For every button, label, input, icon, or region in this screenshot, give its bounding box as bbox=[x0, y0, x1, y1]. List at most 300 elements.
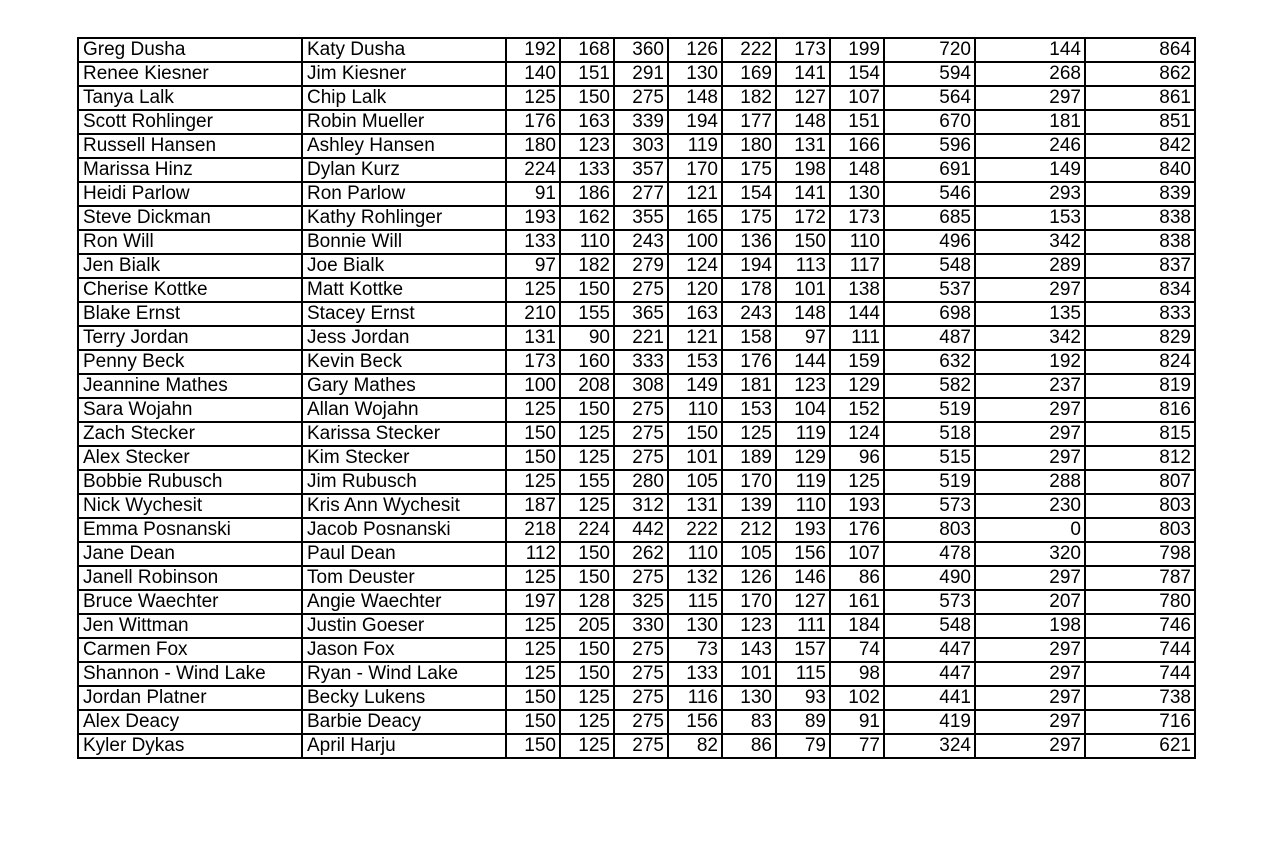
score-1-cell: 140 bbox=[506, 62, 560, 86]
score-6-cell: 173 bbox=[830, 206, 884, 230]
table-row bbox=[78, 86, 1195, 110]
score-subtotal-1-cell: 333 bbox=[614, 350, 668, 374]
total-score-cell: 851 bbox=[1085, 110, 1195, 134]
player-2-name-cell: Kevin Beck bbox=[302, 350, 506, 374]
player-2-name-cell: Joe Bialk bbox=[302, 254, 506, 278]
score-1-cell: 125 bbox=[506, 86, 560, 110]
total-score-cell: 803 bbox=[1085, 518, 1195, 542]
player-2-name-cell: April Harju bbox=[302, 734, 506, 758]
player-2-name-cell: Jim Kiesner bbox=[302, 62, 506, 86]
player-1-name-cell: Ron Will bbox=[78, 230, 302, 254]
score-5-cell: 129 bbox=[776, 446, 830, 470]
player-1-name-cell: Sara Wojahn bbox=[78, 398, 302, 422]
player-1-name-cell: Carmen Fox bbox=[78, 638, 302, 662]
score-1-cell: 176 bbox=[506, 110, 560, 134]
score-4-cell: 222 bbox=[722, 38, 776, 62]
score-subtotal-2-cell: 441 bbox=[884, 686, 975, 710]
score-2-cell: 150 bbox=[560, 542, 614, 566]
score-3-cell: 222 bbox=[668, 518, 722, 542]
score-3-cell: 148 bbox=[668, 86, 722, 110]
score-1-cell: 100 bbox=[506, 374, 560, 398]
score-4-cell: 123 bbox=[722, 614, 776, 638]
score-subtotal-1-cell: 312 bbox=[614, 494, 668, 518]
score-subtotal-1-cell: 262 bbox=[614, 542, 668, 566]
player-2-name-cell: Ron Parlow bbox=[302, 182, 506, 206]
score-5-cell: 146 bbox=[776, 566, 830, 590]
score-subtotal-2-cell: 419 bbox=[884, 710, 975, 734]
score-subtotal-1-cell: 303 bbox=[614, 134, 668, 158]
score-3-cell: 130 bbox=[668, 614, 722, 638]
total-score-cell: 816 bbox=[1085, 398, 1195, 422]
score-subtotal-2-cell: 519 bbox=[884, 470, 975, 494]
player-2-name-cell: Kim Stecker bbox=[302, 446, 506, 470]
player-2-name-cell: Ryan - Wind Lake bbox=[302, 662, 506, 686]
score-1-cell: 150 bbox=[506, 446, 560, 470]
player-1-name-cell: Jeannine Mathes bbox=[78, 374, 302, 398]
score-3-cell: 101 bbox=[668, 446, 722, 470]
player-2-name-cell: Jason Fox bbox=[302, 638, 506, 662]
score-3-cell: 121 bbox=[668, 182, 722, 206]
score-subtotal-2-cell: 720 bbox=[884, 38, 975, 62]
player-1-name-cell: Blake Ernst bbox=[78, 302, 302, 326]
score-subtotal-1-cell: 355 bbox=[614, 206, 668, 230]
score-1-cell: 131 bbox=[506, 326, 560, 350]
table-row bbox=[78, 446, 1195, 470]
score-5-cell: 97 bbox=[776, 326, 830, 350]
score-1-cell: 180 bbox=[506, 134, 560, 158]
score-2-cell: 125 bbox=[560, 710, 614, 734]
table-row bbox=[78, 278, 1195, 302]
score-2-cell: 150 bbox=[560, 398, 614, 422]
player-1-name-cell: Bobbie Rubusch bbox=[78, 470, 302, 494]
score-5-cell: 173 bbox=[776, 38, 830, 62]
score-subtotal-1-cell: 275 bbox=[614, 86, 668, 110]
handicap-cell: 144 bbox=[975, 38, 1085, 62]
score-subtotal-2-cell: 478 bbox=[884, 542, 975, 566]
table-row bbox=[78, 518, 1195, 542]
score-4-cell: 178 bbox=[722, 278, 776, 302]
score-6-cell: 154 bbox=[830, 62, 884, 86]
score-6-cell: 117 bbox=[830, 254, 884, 278]
score-1-cell: 193 bbox=[506, 206, 560, 230]
score-subtotal-1-cell: 308 bbox=[614, 374, 668, 398]
score-5-cell: 110 bbox=[776, 494, 830, 518]
score-6-cell: 110 bbox=[830, 230, 884, 254]
score-4-cell: 136 bbox=[722, 230, 776, 254]
score-5-cell: 104 bbox=[776, 398, 830, 422]
player-2-name-cell: Justin Goeser bbox=[302, 614, 506, 638]
score-subtotal-2-cell: 632 bbox=[884, 350, 975, 374]
player-1-name-cell: Kyler Dykas bbox=[78, 734, 302, 758]
handicap-cell: 288 bbox=[975, 470, 1085, 494]
score-1-cell: 125 bbox=[506, 614, 560, 638]
score-subtotal-1-cell: 279 bbox=[614, 254, 668, 278]
total-score-cell: 819 bbox=[1085, 374, 1195, 398]
total-score-cell: 621 bbox=[1085, 734, 1195, 758]
score-6-cell: 151 bbox=[830, 110, 884, 134]
score-2-cell: 163 bbox=[560, 110, 614, 134]
score-1-cell: 125 bbox=[506, 566, 560, 590]
score-2-cell: 125 bbox=[560, 686, 614, 710]
score-5-cell: 141 bbox=[776, 62, 830, 86]
score-4-cell: 212 bbox=[722, 518, 776, 542]
player-2-name-cell: Ashley Hansen bbox=[302, 134, 506, 158]
score-6-cell: 130 bbox=[830, 182, 884, 206]
score-2-cell: 150 bbox=[560, 566, 614, 590]
score-2-cell: 125 bbox=[560, 734, 614, 758]
handicap-cell: 230 bbox=[975, 494, 1085, 518]
table-row bbox=[78, 62, 1195, 86]
player-2-name-cell: Tom Deuster bbox=[302, 566, 506, 590]
score-subtotal-2-cell: 515 bbox=[884, 446, 975, 470]
score-6-cell: 166 bbox=[830, 134, 884, 158]
score-subtotal-1-cell: 275 bbox=[614, 686, 668, 710]
score-4-cell: 170 bbox=[722, 590, 776, 614]
score-subtotal-1-cell: 275 bbox=[614, 566, 668, 590]
score-subtotal-1-cell: 325 bbox=[614, 590, 668, 614]
score-5-cell: 123 bbox=[776, 374, 830, 398]
player-1-name-cell: Zach Stecker bbox=[78, 422, 302, 446]
score-1-cell: 97 bbox=[506, 254, 560, 278]
handicap-cell: 297 bbox=[975, 86, 1085, 110]
score-5-cell: 119 bbox=[776, 422, 830, 446]
score-5-cell: 79 bbox=[776, 734, 830, 758]
handicap-cell: 297 bbox=[975, 446, 1085, 470]
player-1-name-cell: Terry Jordan bbox=[78, 326, 302, 350]
total-score-cell: 746 bbox=[1085, 614, 1195, 638]
table-row bbox=[78, 566, 1195, 590]
score-subtotal-1-cell: 339 bbox=[614, 110, 668, 134]
total-score-cell: 837 bbox=[1085, 254, 1195, 278]
player-2-name-cell: Allan Wojahn bbox=[302, 398, 506, 422]
score-subtotal-2-cell: 670 bbox=[884, 110, 975, 134]
score-5-cell: 127 bbox=[776, 86, 830, 110]
handicap-cell: 297 bbox=[975, 662, 1085, 686]
score-4-cell: 126 bbox=[722, 566, 776, 590]
score-5-cell: 115 bbox=[776, 662, 830, 686]
score-3-cell: 153 bbox=[668, 350, 722, 374]
player-2-name-cell: Jess Jordan bbox=[302, 326, 506, 350]
total-score-cell: 798 bbox=[1085, 542, 1195, 566]
player-1-name-cell: Alex Stecker bbox=[78, 446, 302, 470]
total-score-cell: 716 bbox=[1085, 710, 1195, 734]
score-1-cell: 150 bbox=[506, 686, 560, 710]
player-2-name-cell: Katy Dusha bbox=[302, 38, 506, 62]
score-3-cell: 82 bbox=[668, 734, 722, 758]
score-3-cell: 110 bbox=[668, 398, 722, 422]
score-6-cell: 129 bbox=[830, 374, 884, 398]
player-1-name-cell: Janell Robinson bbox=[78, 566, 302, 590]
table-row bbox=[78, 350, 1195, 374]
score-subtotal-1-cell: 365 bbox=[614, 302, 668, 326]
total-score-cell: 744 bbox=[1085, 662, 1195, 686]
total-score-cell: 842 bbox=[1085, 134, 1195, 158]
score-4-cell: 130 bbox=[722, 686, 776, 710]
handicap-cell: 149 bbox=[975, 158, 1085, 182]
player-1-name-cell: Jen Wittman bbox=[78, 614, 302, 638]
table-row bbox=[78, 230, 1195, 254]
player-1-name-cell: Jen Bialk bbox=[78, 254, 302, 278]
score-subtotal-2-cell: 324 bbox=[884, 734, 975, 758]
score-3-cell: 73 bbox=[668, 638, 722, 662]
handicap-cell: 297 bbox=[975, 710, 1085, 734]
score-subtotal-2-cell: 490 bbox=[884, 566, 975, 590]
score-2-cell: 150 bbox=[560, 86, 614, 110]
score-2-cell: 150 bbox=[560, 278, 614, 302]
score-2-cell: 133 bbox=[560, 158, 614, 182]
total-score-cell: 815 bbox=[1085, 422, 1195, 446]
score-subtotal-2-cell: 447 bbox=[884, 638, 975, 662]
score-1-cell: 210 bbox=[506, 302, 560, 326]
player-2-name-cell: Paul Dean bbox=[302, 542, 506, 566]
score-table-body bbox=[78, 38, 1195, 758]
score-5-cell: 157 bbox=[776, 638, 830, 662]
score-subtotal-1-cell: 330 bbox=[614, 614, 668, 638]
total-score-cell: 840 bbox=[1085, 158, 1195, 182]
handicap-cell: 297 bbox=[975, 422, 1085, 446]
handicap-cell: 192 bbox=[975, 350, 1085, 374]
player-2-name-cell: Stacey Ernst bbox=[302, 302, 506, 326]
handicap-cell: 0 bbox=[975, 518, 1085, 542]
score-6-cell: 184 bbox=[830, 614, 884, 638]
player-1-name-cell: Steve Dickman bbox=[78, 206, 302, 230]
score-1-cell: 150 bbox=[506, 422, 560, 446]
score-6-cell: 98 bbox=[830, 662, 884, 686]
score-3-cell: 126 bbox=[668, 38, 722, 62]
score-6-cell: 86 bbox=[830, 566, 884, 590]
score-3-cell: 149 bbox=[668, 374, 722, 398]
score-4-cell: 125 bbox=[722, 422, 776, 446]
player-1-name-cell: Renee Kiesner bbox=[78, 62, 302, 86]
score-subtotal-2-cell: 573 bbox=[884, 494, 975, 518]
score-2-cell: 182 bbox=[560, 254, 614, 278]
handicap-cell: 297 bbox=[975, 638, 1085, 662]
player-2-name-cell: Karissa Stecker bbox=[302, 422, 506, 446]
total-score-cell: 807 bbox=[1085, 470, 1195, 494]
score-subtotal-1-cell: 277 bbox=[614, 182, 668, 206]
player-1-name-cell: Heidi Parlow bbox=[78, 182, 302, 206]
score-5-cell: 111 bbox=[776, 614, 830, 638]
handicap-cell: 181 bbox=[975, 110, 1085, 134]
score-subtotal-2-cell: 496 bbox=[884, 230, 975, 254]
score-subtotal-2-cell: 518 bbox=[884, 422, 975, 446]
handicap-cell: 297 bbox=[975, 398, 1085, 422]
score-1-cell: 125 bbox=[506, 398, 560, 422]
player-2-name-cell: Kris Ann Wychesit bbox=[302, 494, 506, 518]
player-2-name-cell: Jacob Posnanski bbox=[302, 518, 506, 542]
score-2-cell: 128 bbox=[560, 590, 614, 614]
score-6-cell: 91 bbox=[830, 710, 884, 734]
score-4-cell: 189 bbox=[722, 446, 776, 470]
score-2-cell: 90 bbox=[560, 326, 614, 350]
score-2-cell: 125 bbox=[560, 422, 614, 446]
score-5-cell: 148 bbox=[776, 110, 830, 134]
score-3-cell: 119 bbox=[668, 134, 722, 158]
score-1-cell: 112 bbox=[506, 542, 560, 566]
table-row bbox=[78, 422, 1195, 446]
score-1-cell: 91 bbox=[506, 182, 560, 206]
handicap-cell: 237 bbox=[975, 374, 1085, 398]
score-3-cell: 105 bbox=[668, 470, 722, 494]
score-4-cell: 180 bbox=[722, 134, 776, 158]
score-1-cell: 125 bbox=[506, 278, 560, 302]
score-4-cell: 182 bbox=[722, 86, 776, 110]
score-2-cell: 155 bbox=[560, 470, 614, 494]
score-5-cell: 141 bbox=[776, 182, 830, 206]
score-4-cell: 243 bbox=[722, 302, 776, 326]
score-3-cell: 121 bbox=[668, 326, 722, 350]
table-row bbox=[78, 374, 1195, 398]
score-1-cell: 218 bbox=[506, 518, 560, 542]
score-subtotal-1-cell: 275 bbox=[614, 446, 668, 470]
table-row bbox=[78, 470, 1195, 494]
score-2-cell: 123 bbox=[560, 134, 614, 158]
score-2-cell: 110 bbox=[560, 230, 614, 254]
score-4-cell: 177 bbox=[722, 110, 776, 134]
score-5-cell: 89 bbox=[776, 710, 830, 734]
total-score-cell: 838 bbox=[1085, 206, 1195, 230]
player-2-name-cell: Barbie Deacy bbox=[302, 710, 506, 734]
player-1-name-cell: Penny Beck bbox=[78, 350, 302, 374]
score-subtotal-1-cell: 275 bbox=[614, 734, 668, 758]
score-subtotal-1-cell: 291 bbox=[614, 62, 668, 86]
score-subtotal-2-cell: 685 bbox=[884, 206, 975, 230]
score-2-cell: 155 bbox=[560, 302, 614, 326]
score-2-cell: 125 bbox=[560, 446, 614, 470]
table-row bbox=[78, 302, 1195, 326]
score-1-cell: 150 bbox=[506, 734, 560, 758]
score-4-cell: 139 bbox=[722, 494, 776, 518]
score-1-cell: 125 bbox=[506, 638, 560, 662]
player-2-name-cell: Gary Mathes bbox=[302, 374, 506, 398]
player-1-name-cell: Greg Dusha bbox=[78, 38, 302, 62]
score-subtotal-2-cell: 537 bbox=[884, 278, 975, 302]
score-4-cell: 153 bbox=[722, 398, 776, 422]
score-4-cell: 101 bbox=[722, 662, 776, 686]
score-4-cell: 181 bbox=[722, 374, 776, 398]
player-1-name-cell: Marissa Hinz bbox=[78, 158, 302, 182]
score-1-cell: 125 bbox=[506, 470, 560, 494]
player-1-name-cell: Jordan Platner bbox=[78, 686, 302, 710]
table-row bbox=[78, 206, 1195, 230]
score-1-cell: 125 bbox=[506, 662, 560, 686]
score-5-cell: 150 bbox=[776, 230, 830, 254]
score-subtotal-1-cell: 275 bbox=[614, 662, 668, 686]
score-6-cell: 77 bbox=[830, 734, 884, 758]
score-4-cell: 105 bbox=[722, 542, 776, 566]
score-2-cell: 205 bbox=[560, 614, 614, 638]
score-5-cell: 113 bbox=[776, 254, 830, 278]
score-subtotal-1-cell: 221 bbox=[614, 326, 668, 350]
score-2-cell: 125 bbox=[560, 494, 614, 518]
score-4-cell: 175 bbox=[722, 206, 776, 230]
total-score-cell: 780 bbox=[1085, 590, 1195, 614]
score-4-cell: 176 bbox=[722, 350, 776, 374]
score-4-cell: 86 bbox=[722, 734, 776, 758]
score-1-cell: 133 bbox=[506, 230, 560, 254]
score-2-cell: 208 bbox=[560, 374, 614, 398]
score-3-cell: 110 bbox=[668, 542, 722, 566]
score-2-cell: 150 bbox=[560, 662, 614, 686]
score-1-cell: 224 bbox=[506, 158, 560, 182]
handicap-cell: 246 bbox=[975, 134, 1085, 158]
table-row bbox=[78, 590, 1195, 614]
score-3-cell: 130 bbox=[668, 62, 722, 86]
player-1-name-cell: Russell Hansen bbox=[78, 134, 302, 158]
score-6-cell: 159 bbox=[830, 350, 884, 374]
score-3-cell: 132 bbox=[668, 566, 722, 590]
score-3-cell: 116 bbox=[668, 686, 722, 710]
score-3-cell: 194 bbox=[668, 110, 722, 134]
score-5-cell: 148 bbox=[776, 302, 830, 326]
player-1-name-cell: Emma Posnanski bbox=[78, 518, 302, 542]
score-4-cell: 169 bbox=[722, 62, 776, 86]
score-subtotal-1-cell: 357 bbox=[614, 158, 668, 182]
player-2-name-cell: Bonnie Will bbox=[302, 230, 506, 254]
score-2-cell: 160 bbox=[560, 350, 614, 374]
total-score-cell: 738 bbox=[1085, 686, 1195, 710]
score-4-cell: 154 bbox=[722, 182, 776, 206]
score-3-cell: 163 bbox=[668, 302, 722, 326]
score-6-cell: 199 bbox=[830, 38, 884, 62]
total-score-cell: 834 bbox=[1085, 278, 1195, 302]
player-1-name-cell: Nick Wychesit bbox=[78, 494, 302, 518]
score-3-cell: 100 bbox=[668, 230, 722, 254]
table-row bbox=[78, 710, 1195, 734]
handicap-cell: 293 bbox=[975, 182, 1085, 206]
table-row bbox=[78, 614, 1195, 638]
score-1-cell: 173 bbox=[506, 350, 560, 374]
player-1-name-cell: Alex Deacy bbox=[78, 710, 302, 734]
player-2-name-cell: Dylan Kurz bbox=[302, 158, 506, 182]
score-6-cell: 111 bbox=[830, 326, 884, 350]
score-subtotal-2-cell: 594 bbox=[884, 62, 975, 86]
score-3-cell: 124 bbox=[668, 254, 722, 278]
score-3-cell: 115 bbox=[668, 590, 722, 614]
handicap-cell: 297 bbox=[975, 686, 1085, 710]
score-5-cell: 144 bbox=[776, 350, 830, 374]
score-subtotal-2-cell: 691 bbox=[884, 158, 975, 182]
score-4-cell: 83 bbox=[722, 710, 776, 734]
score-6-cell: 96 bbox=[830, 446, 884, 470]
handicap-cell: 297 bbox=[975, 278, 1085, 302]
player-1-name-cell: Shannon - Wind Lake bbox=[78, 662, 302, 686]
score-6-cell: 107 bbox=[830, 542, 884, 566]
player-2-name-cell: Kathy Rohlinger bbox=[302, 206, 506, 230]
score-subtotal-1-cell: 275 bbox=[614, 422, 668, 446]
score-table bbox=[77, 37, 1196, 759]
player-2-name-cell: Robin Mueller bbox=[302, 110, 506, 134]
score-4-cell: 143 bbox=[722, 638, 776, 662]
player-1-name-cell: Tanya Lalk bbox=[78, 86, 302, 110]
table-row bbox=[78, 662, 1195, 686]
score-4-cell: 194 bbox=[722, 254, 776, 278]
handicap-cell: 297 bbox=[975, 734, 1085, 758]
score-5-cell: 198 bbox=[776, 158, 830, 182]
score-6-cell: 102 bbox=[830, 686, 884, 710]
score-1-cell: 192 bbox=[506, 38, 560, 62]
score-5-cell: 119 bbox=[776, 470, 830, 494]
player-2-name-cell: Becky Lukens bbox=[302, 686, 506, 710]
handicap-cell: 297 bbox=[975, 566, 1085, 590]
table-row bbox=[78, 734, 1195, 758]
total-score-cell: 861 bbox=[1085, 86, 1195, 110]
handicap-cell: 153 bbox=[975, 206, 1085, 230]
handicap-cell: 320 bbox=[975, 542, 1085, 566]
total-score-cell: 787 bbox=[1085, 566, 1195, 590]
score-subtotal-2-cell: 447 bbox=[884, 662, 975, 686]
table-row bbox=[78, 494, 1195, 518]
